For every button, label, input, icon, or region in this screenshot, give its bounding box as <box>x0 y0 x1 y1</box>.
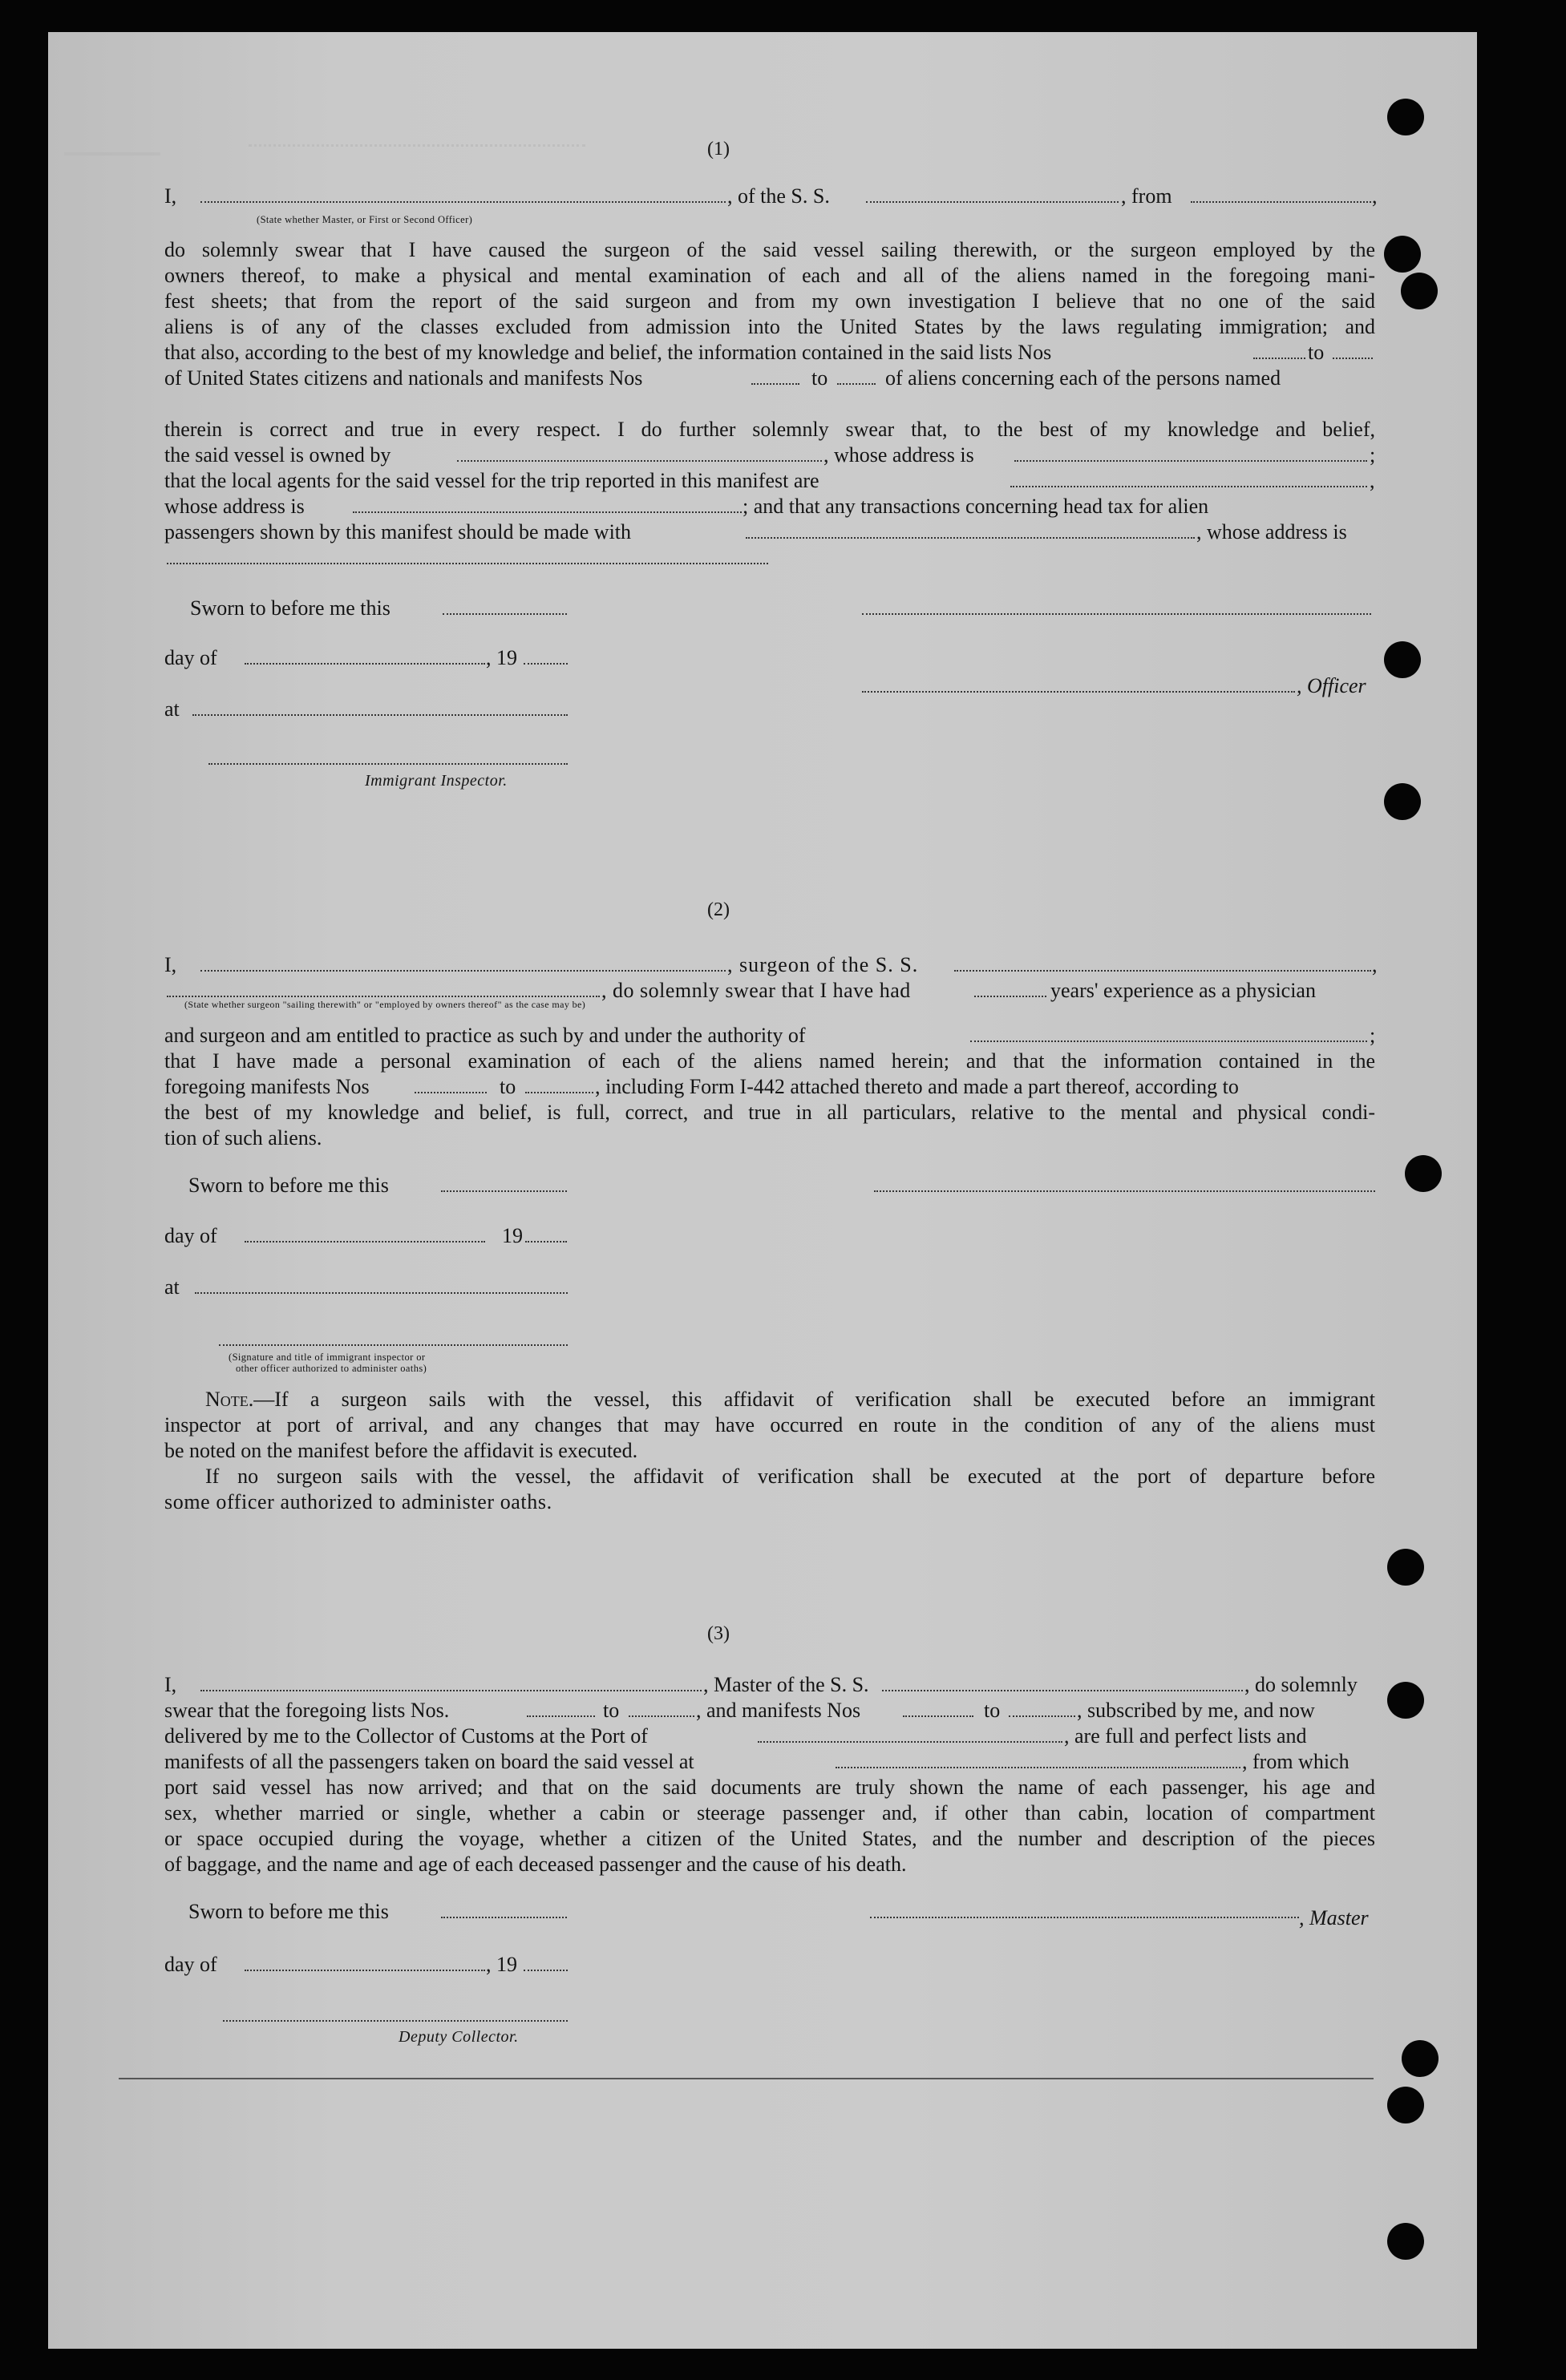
s3-port-blank <box>758 1741 1062 1743</box>
s2-authority-text: and surgeon and am entitled to practice as such by and under the authority of <box>164 1024 806 1047</box>
s2-note-label: Note. <box>205 1388 254 1411</box>
s2-inspector-line <box>219 1344 568 1346</box>
s2-sworn-blank <box>441 1190 567 1192</box>
s1-owner-text: the said vessel is owned by <box>164 443 391 467</box>
s3-manifests-label: , and manifests Nos <box>696 1699 861 1722</box>
section-3-number: (3) <box>707 1623 730 1644</box>
s2-manifests-to-label: to <box>500 1075 516 1098</box>
s3-body-line: port said vessel has now arrived; and that on the said documents are truly shown the name of each passenger, his age and <box>164 1776 1375 1799</box>
s3-master-signature-label: , Master <box>1299 1906 1369 1929</box>
s2-authority-blank <box>970 1040 1367 1042</box>
s1-agent-address-blank <box>353 511 742 513</box>
s1-line1-comma: , <box>1372 184 1378 208</box>
s2-name-blank <box>200 970 726 972</box>
s2-body-line: the best of my knowledge and belief, is full, correct, and true in all particulars, relative to the mental and physical condi- <box>164 1101 1375 1124</box>
s3-lists-to-blank <box>629 1715 694 1717</box>
bleed-through-text <box>64 128 625 152</box>
s2-authority-semicolon: ; <box>1370 1024 1376 1047</box>
s2-note-line-last: be noted on the manifest before the affidavit is executed. <box>164 1439 638 1462</box>
punch-hole <box>1387 2223 1424 2260</box>
s2-line1-i: I, <box>164 953 177 976</box>
s1-from-label: , from <box>1121 184 1172 208</box>
s2-sworn-label: Sworn to before me this <box>188 1174 389 1197</box>
s1-year-label: , 19 <box>486 646 517 669</box>
s1-name-blank <box>200 201 726 203</box>
s1-lists-to-blank <box>1333 358 1373 359</box>
punch-hole <box>1405 1155 1442 1192</box>
s3-body-line: or space occupied during the voyage, whether a citizen of the United States, and the number and description of the pieces <box>164 1827 1375 1850</box>
s2-note-line <box>205 1387 1375 1412</box>
s3-line1-i: I, <box>164 1673 177 1696</box>
s2-swear-text: , do solemnly swear that I have had <box>601 979 911 1002</box>
s2-note2-line-last: some officer authorized to administer oaths. <box>164 1490 552 1513</box>
s1-at-blank <box>192 714 568 716</box>
punch-hole <box>1387 99 1424 135</box>
s2-manifests-to-blank <box>525 1092 593 1093</box>
s3-day-blank <box>245 1970 485 1971</box>
s1-headtax-address-blank <box>167 563 768 564</box>
s2-signature-caption-2: other officer authorized to administer oaths) <box>236 1363 427 1374</box>
s1-body-line: therein is correct and true in every respect. I do further solemnly swear that, to the best of my knowledge and belief, <box>164 418 1375 441</box>
s2-manifests-tail: , including Form I-442 attached thereto and made a part thereof, according to <box>595 1075 1239 1098</box>
s3-body-line: sex, whether married or single, whether a cabin or steerage passenger and, if other than cabin, location of compartment <box>164 1801 1375 1824</box>
s1-line1-i: I, <box>164 184 177 208</box>
s2-at-blank <box>195 1292 568 1294</box>
s3-perfect-text: , are full and perfect lists and <box>1064 1724 1307 1748</box>
s3-master-line <box>870 1917 1299 1918</box>
s2-ship-blank <box>954 970 1371 972</box>
s1-headtax-text: ; and that any transactions concerning head tax for alien <box>743 495 1209 518</box>
s1-of-ss-label: , of the S. S. <box>727 184 830 208</box>
document-page <box>48 32 1477 2349</box>
s1-lists-from-blank <box>1253 358 1305 359</box>
s1-from-blank <box>1191 201 1371 203</box>
s2-signature-caption-1: (Signature and title of immigrant inspector or <box>229 1352 426 1363</box>
s2-body-line-last: tion of such aliens. <box>164 1126 322 1150</box>
s1-body-line: do solemnly swear that I have caused the surgeon of the said vessel sailing therewith, or the surgeon employed by the <box>164 238 1375 261</box>
punch-hole <box>1384 236 1421 273</box>
s1-day-label: day of <box>164 646 217 669</box>
punch-hole <box>1401 273 1438 309</box>
s1-signature-line <box>862 613 1371 615</box>
s3-day-label: day of <box>164 1953 217 1976</box>
s1-body-line: aliens is of any of the classes excluded from admission into the United States by the laws regulating immigration; and <box>164 315 1375 338</box>
s2-years-text: years' experience as a physician <box>1050 979 1316 1002</box>
s1-owner-blank <box>457 460 822 462</box>
punch-hole <box>1384 641 1421 678</box>
s1-manifests-to-blank <box>837 383 876 385</box>
s2-note-text: —If a surgeon sails with the vessel, this affidavit of verification shall be executed before an immigrant <box>253 1388 1375 1411</box>
s2-capacity-blank <box>167 996 600 997</box>
s1-headtax-address-label: , whose address is <box>1196 520 1347 543</box>
s3-year-blank <box>524 1970 568 1971</box>
s3-deputy-line <box>223 2020 568 2022</box>
s1-at-label: at <box>164 697 180 721</box>
s1-officer-label: , Officer <box>1297 674 1366 697</box>
s3-manifests-to-label: to <box>984 1699 1001 1722</box>
s1-inspector-line <box>208 763 568 765</box>
s1-lists-to-label: to <box>1308 341 1325 364</box>
s1-body-line: owners thereof, to make a physical and mental examination of each and all of the aliens named in the foregoing mani- <box>164 264 1375 287</box>
s2-years-blank <box>974 996 1046 997</box>
s2-year-blank <box>525 1241 567 1243</box>
s2-signature-line <box>874 1190 1375 1192</box>
section-1-number: (1) <box>707 139 730 160</box>
s1-body-line: fest sheets; that from the report of the said surgeon and from my own investigation I believe that no one of the said <box>164 289 1375 313</box>
s1-agents-blank <box>1010 486 1367 487</box>
s3-port-text: delivered by me to the Collector of Customs at the Port of <box>164 1724 648 1748</box>
s1-day-blank <box>245 663 485 665</box>
punch-hole <box>1402 2040 1439 2077</box>
s2-manifests-from-blank <box>415 1092 487 1093</box>
s1-headtax-blank <box>746 537 1195 539</box>
s2-note2-line: If no surgeon sails with the vessel, the affidavit of verification shall be executed at the port of departure before <box>205 1465 1375 1488</box>
s3-lists-text: swear that the foregoing lists Nos. <box>164 1699 450 1722</box>
s1-sworn-blank <box>443 613 567 615</box>
s1-owner-semicolon: ; <box>1370 443 1376 467</box>
s2-capacity-caption: (State whether surgeon "sailing therewith" or "employed by owners thereof" as the case may be) <box>184 999 586 1010</box>
s1-manifests-text: of United States citizens and nationals and manifests Nos <box>164 366 643 390</box>
s3-subscribed-text: , subscribed by me, and now <box>1077 1699 1315 1722</box>
s3-swear-label: , do solemnly <box>1244 1673 1358 1696</box>
s3-manifests-from-blank <box>903 1715 973 1717</box>
s3-board-text: manifests of all the passengers taken on board the said vessel at <box>164 1750 694 1773</box>
punch-hole <box>1387 1549 1424 1586</box>
s2-line1-comma: , <box>1372 953 1378 976</box>
s3-sworn-label: Sworn to before me this <box>188 1900 389 1923</box>
s1-passengers-text: passengers shown by this manifest should be made with <box>164 520 632 543</box>
s3-body-line-last: of baggage, and the name and age of each deceased passenger and the cause of his death. <box>164 1853 907 1876</box>
s2-at-label: at <box>164 1275 180 1299</box>
s1-year-blank <box>524 663 568 665</box>
section-2-number: (2) <box>707 899 730 920</box>
s1-manifests-from-blank <box>751 383 799 385</box>
punch-hole <box>1387 1682 1424 1719</box>
s2-manifests-text: foregoing manifests Nos <box>164 1075 370 1098</box>
s1-sworn-label: Sworn to before me this <box>190 596 390 620</box>
bottom-rule <box>119 2078 1374 2079</box>
s2-day-blank <box>245 1241 485 1243</box>
s3-sworn-blank <box>441 1917 567 1918</box>
s1-lists-text: that also, according to the best of my knowledge and belief, the information contained in the said lists Nos <box>164 341 1052 364</box>
s3-year-label: , 19 <box>486 1953 517 1976</box>
s1-agents-text: that the local agents for the said vessel for the trip reported in this manifest are <box>164 469 819 492</box>
s3-ship-blank <box>882 1690 1243 1691</box>
s3-deputy-label: Deputy Collector. <box>399 2028 519 2046</box>
s1-manifests-tail: of aliens concerning each of the persons named <box>885 366 1281 390</box>
s1-manifests-to-label: to <box>811 366 828 390</box>
s3-lists-to-label: to <box>603 1699 620 1722</box>
s3-board-blank <box>836 1767 1240 1768</box>
s3-from-which-text: , from which <box>1242 1750 1350 1773</box>
s3-master-label: , Master of the S. S. <box>703 1673 869 1696</box>
punch-hole <box>1387 2087 1424 2123</box>
s3-name-blank <box>200 1690 702 1691</box>
s2-surgeon-label: , surgeon of the S. S. <box>727 953 919 976</box>
s1-agents-comma: , <box>1370 469 1375 492</box>
s1-rank-caption: (State whether Master, or First or Second Officer) <box>257 214 473 225</box>
s1-inspector-label: Immigrant Inspector. <box>365 772 508 790</box>
s2-note-line: inspector at port of arrival, and any changes that may have occurred en route in the condition of any of the aliens must <box>164 1413 1375 1436</box>
punch-hole <box>1384 783 1421 820</box>
s3-lists-from-blank <box>527 1715 595 1717</box>
s1-owner-address-label: , whose address is <box>823 443 974 467</box>
s1-ship-blank <box>866 201 1119 203</box>
s2-body-line: that I have made a personal examination of each of the aliens named herein; and that the information contained in the <box>164 1049 1375 1073</box>
s1-owner-address-blank <box>1014 460 1367 462</box>
s2-year-label: 19 <box>502 1224 523 1247</box>
s1-officer-line <box>862 691 1295 693</box>
s3-manifests-to-blank <box>1009 1715 1075 1717</box>
s2-day-label: day of <box>164 1224 217 1247</box>
s1-agent-address-label: whose address is <box>164 495 305 518</box>
